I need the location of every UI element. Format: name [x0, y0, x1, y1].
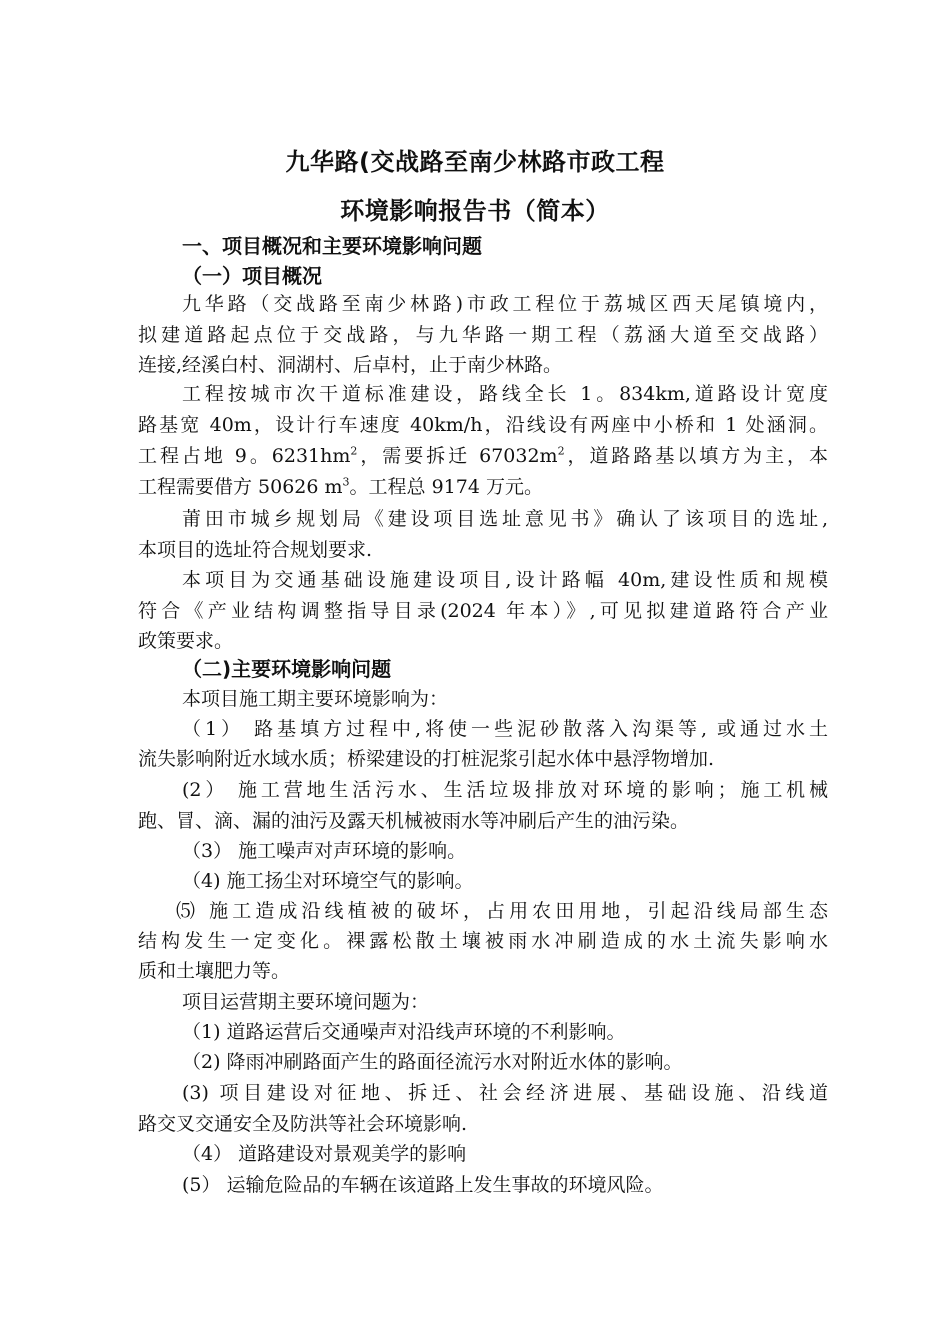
text-fragment: ，道路路基以填方为主，本	[564, 445, 828, 467]
paragraph-line: 工程按城市次干道标准建设，路线全长 1。834km,道路设计宽度	[182, 383, 828, 405]
list-item-line: （4) 施工扬尘对环境空气的影响。	[182, 870, 474, 892]
list-item-line: （1） 路基填方过程中,将使一些泥砂散落入沟渠等, 或通过水土	[182, 718, 828, 740]
superscript: 3	[342, 475, 350, 489]
list-item-line: （4） 道路建设对景观美学的影响	[182, 1143, 467, 1165]
paragraph-line: 本项目的选址符合规划要求.	[138, 539, 373, 561]
list-item-line: ⑸ 施工造成沿线植被的破坏，占用农田用地，引起沿线局部生态	[176, 900, 828, 922]
text-fragment: 工程需要借方 50626 m	[138, 476, 343, 498]
list-item-line: (5） 运输危险品的车辆在该道路上发生事故的环境风险。	[182, 1174, 664, 1196]
list-item-line: （2) 降雨冲刷路面产生的路面径流污水对附近水体的影响。	[182, 1051, 683, 1073]
list-item-line: 流失影响附近水域水质；桥梁建设的打桩泥浆引起水体中悬浮物增加.	[138, 748, 715, 770]
list-item-line: 跑、冒、滴、漏的油污及露天机械被雨水等冲刷后产生的油污染。	[138, 810, 690, 832]
paragraph-line: 路基宽 40m，设计行车速度 40km/h，沿线设有两座中小桥和 1 处涵洞。	[138, 414, 828, 436]
list-item-line: (2） 施工营地生活污水、生活垃圾排放对环境的影响；施工机械	[182, 779, 828, 801]
superscript: 2	[350, 444, 358, 458]
paragraph-line: 政策要求。	[138, 630, 234, 652]
paragraph-line: 项目运营期主要环境问题为：	[182, 991, 430, 1013]
section-heading-overview: 一、项目概况和主要环境影响问题	[182, 234, 482, 258]
paragraph-line-area	[138, 443, 828, 469]
paragraph-line: 拟建道路起点位于交战路，与九华路一期工程（荔涵大道至交战路）	[138, 324, 828, 346]
paragraph-line: 莆田市城乡规划局《建设项目选址意见书》确认了该项目的选址,	[182, 508, 828, 530]
subsection-heading-project-overview: （一）项目概况	[182, 264, 322, 288]
list-item-line: （1) 道路运营后交通噪声对沿线声环境的不利影响。	[182, 1021, 626, 1043]
document-subtitle: 环境影响报告书（简本）	[340, 197, 610, 225]
superscript: 2	[557, 444, 565, 458]
list-item-line: 质和土壤肥力等。	[138, 960, 291, 982]
paragraph-line-volume	[138, 474, 828, 500]
text-fragment: 。工程总 9174 万元。	[349, 476, 543, 498]
paragraph-line: 九华路（交战路至南少林路)市政工程位于荔城区西天尾镇境内，	[182, 293, 828, 315]
subsection-heading-main-impacts: （二)主要环境影响问题	[182, 657, 392, 681]
list-item-line: (3) 项目建设对征地、拆迁、社会经济进展、基础设施、沿线道	[182, 1082, 828, 1104]
paragraph-line: 本项目施工期主要环境影响为：	[182, 688, 449, 710]
paragraph-line: 连接,经溪白村、洞湖村、后卓村，止于南少林路。	[138, 354, 563, 376]
document-title: 九华路(交战路至南少林路市政工程	[285, 148, 665, 176]
text-fragment: 工程占地 9。6231hm	[138, 445, 351, 467]
list-item-line: 路交叉交通安全及防洪等社会环境影响.	[138, 1113, 468, 1135]
list-item-line: 结构发生一定变化。裸露松散土壤被雨水冲刷造成的水土流失影响水	[138, 930, 828, 952]
list-item-line: （3） 施工噪声对声环境的影响。	[182, 840, 467, 862]
paragraph-line: 符合《产业结构调整指导目录(2024 年本）》,可见拟建道路符合产业	[138, 600, 828, 622]
text-fragment: ，需要拆迁 67032m	[357, 445, 558, 467]
paragraph-line: 本项目为交通基础设施建设项目,设计路幅 40m,建设性质和规模	[182, 569, 828, 591]
